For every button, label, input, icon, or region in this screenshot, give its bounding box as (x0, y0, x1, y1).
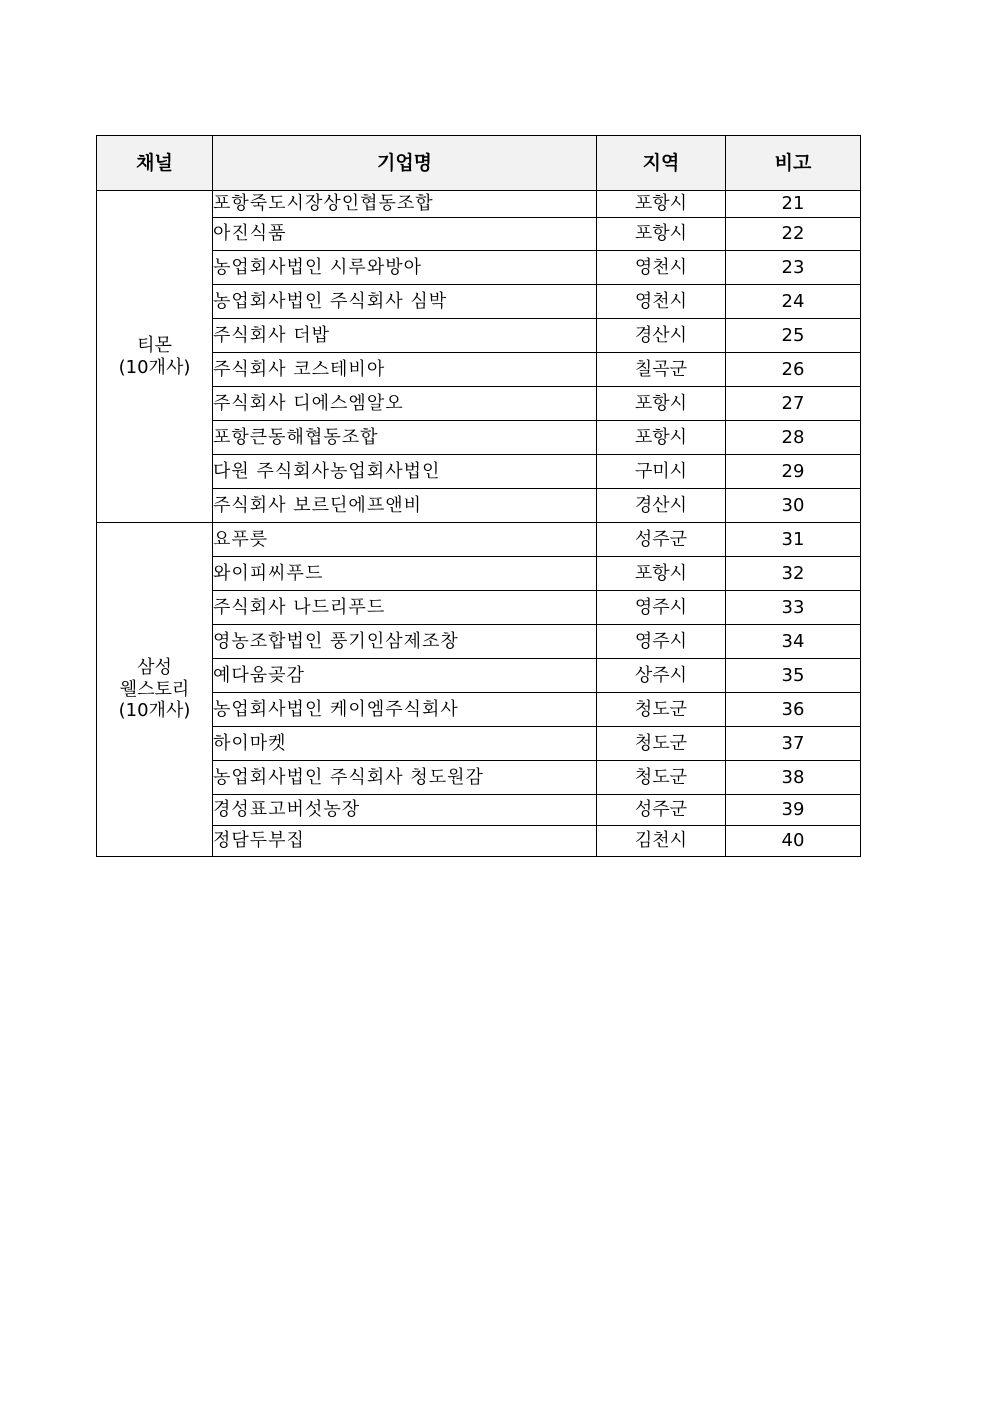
note-cell: 33 (726, 591, 861, 625)
note-cell: 29 (726, 455, 861, 489)
company-cell: 포항큰동해협동조합 (213, 421, 597, 455)
region-cell: 청도군 (597, 693, 726, 727)
note-cell: 23 (726, 251, 861, 285)
region-cell: 경산시 (597, 489, 726, 523)
note-cell: 28 (726, 421, 861, 455)
table-row (97, 523, 861, 557)
note-cell: 32 (726, 557, 861, 591)
company-table (96, 135, 861, 857)
region-cell: 김천시 (597, 826, 726, 857)
note-cell: 31 (726, 523, 861, 557)
channel-cell (97, 191, 213, 523)
note-cell: 30 (726, 489, 861, 523)
region-cell: 칠곡군 (597, 353, 726, 387)
header-row (97, 136, 861, 191)
company-cell: 농업회사법인 케이엠주식회사 (213, 693, 597, 727)
table-header (97, 136, 861, 191)
company-cell: 요푸릇 (213, 523, 597, 557)
note-cell: 39 (726, 795, 861, 826)
channel-label-line: 삼성 (137, 657, 172, 679)
company-cell: 영농조합법인 풍기인삼제조창 (213, 625, 597, 659)
company-cell: 주식회사 나드리푸드 (213, 591, 597, 625)
note-cell: 35 (726, 659, 861, 693)
note-cell: 22 (726, 218, 861, 251)
company-cell: 포항죽도시장상인협동조합 (213, 191, 597, 218)
company-cell: 예다움곶감 (213, 659, 597, 693)
channel-cell (97, 523, 213, 857)
note-cell: 26 (726, 353, 861, 387)
note-cell: 37 (726, 727, 861, 761)
channel-label-line: (10개사) (118, 700, 191, 722)
region-cell: 포항시 (597, 218, 726, 251)
company-cell: 다원 주식회사농업회사법인 (213, 455, 597, 489)
channel-label-line: (10개사) (118, 356, 191, 378)
region-cell: 포항시 (597, 191, 726, 218)
region-cell: 영주시 (597, 625, 726, 659)
table-row (97, 191, 861, 218)
company-cell: 농업회사법인 주식회사 심박 (213, 285, 597, 319)
region-cell: 포항시 (597, 387, 726, 421)
region-cell: 청도군 (597, 761, 726, 795)
note-cell: 36 (726, 693, 861, 727)
note-cell: 25 (726, 319, 861, 353)
company-cell: 주식회사 디에스엠알오 (213, 387, 597, 421)
table-body (97, 191, 861, 857)
company-cell: 농업회사법인 주식회사 청도원감 (213, 761, 597, 795)
company-cell: 주식회사 더밥 (213, 319, 597, 353)
company-cell: 주식회사 코스테비아 (213, 353, 597, 387)
region-cell: 성주군 (597, 795, 726, 826)
note-cell: 21 (726, 191, 861, 218)
note-cell: 24 (726, 285, 861, 319)
company-cell: 하이마켓 (213, 727, 597, 761)
region-cell: 영천시 (597, 285, 726, 319)
note-cell: 27 (726, 387, 861, 421)
region-cell: 포항시 (597, 557, 726, 591)
header-note: 비고 (726, 136, 861, 191)
region-cell: 포항시 (597, 421, 726, 455)
note-cell: 40 (726, 826, 861, 857)
company-cell: 경성표고버섯농장 (213, 795, 597, 826)
company-cell: 정담두부집 (213, 826, 597, 857)
region-cell: 성주군 (597, 523, 726, 557)
region-cell: 구미시 (597, 455, 726, 489)
region-cell: 경산시 (597, 319, 726, 353)
channel-label-line: 웰스토리 (119, 678, 190, 700)
company-cell: 농업회사법인 시루와방아 (213, 251, 597, 285)
region-cell: 영천시 (597, 251, 726, 285)
note-cell: 34 (726, 625, 861, 659)
header-company: 기업명 (213, 136, 597, 191)
company-cell: 아진식품 (213, 218, 597, 251)
header-channel: 채널 (97, 136, 213, 191)
header-region: 지역 (597, 136, 726, 191)
channel-label-line: 티몬 (137, 334, 172, 356)
note-cell: 38 (726, 761, 861, 795)
region-cell: 상주시 (597, 659, 726, 693)
company-cell: 와이피씨푸드 (213, 557, 597, 591)
region-cell: 청도군 (597, 727, 726, 761)
company-cell: 주식회사 보르딘에프앤비 (213, 489, 597, 523)
region-cell: 영주시 (597, 591, 726, 625)
